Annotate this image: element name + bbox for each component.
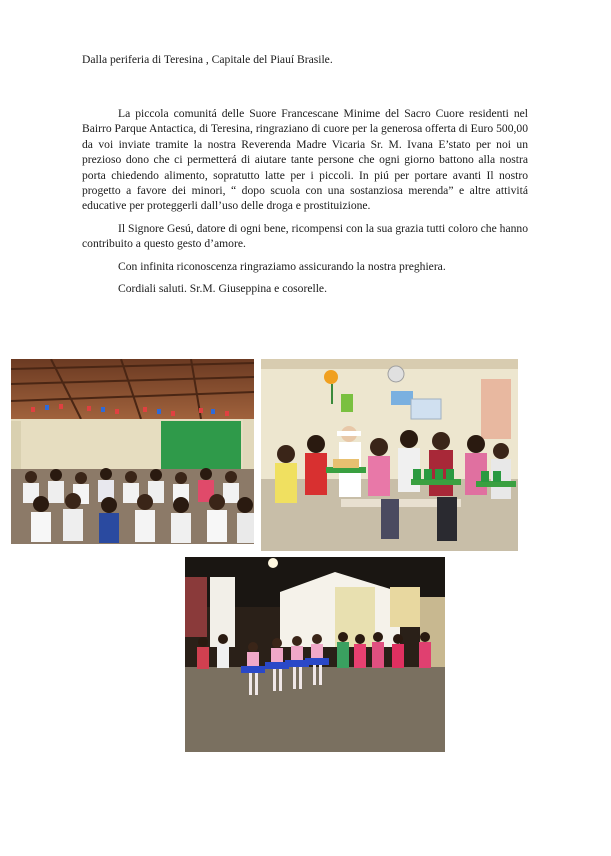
paragraph-gratitude: Con infinita riconoscenza ringraziamo assicurando la nostra preghiera. [118, 259, 446, 273]
letter-heading: Dalla periferia di Teresina , Capitale del Piauí Brasile. [82, 53, 333, 66]
letter-body [82, 106, 528, 303]
photo-children-snack [261, 359, 518, 551]
photo-assembly-hall [11, 359, 254, 544]
paragraph-signature: Cordiali saluti. Sr.M. Giuseppina e cosorelle. [118, 282, 327, 296]
photo-dance-performance [185, 557, 445, 752]
paragraph-blessing: Il Signore Gesú, datore di ogni bene, ricompensi con la sua grazia tutti coloro che hanno contribuito a questo gesto d’amore. [82, 221, 528, 251]
paragraph-thanks: La piccola comunitá delle Suore Francescane Minime del Sacro Cuore residenti nel Bairro Parque Antactica, di Teresina, ringraziano di cuore per la generosa offerta di Euro 500,00 da voi inviate tramite la nostra Reverenda Madre Vicaria Sr. M. Ivana E’stato per noi un prezioso dono che ci permetterá di aiutare tante persone che ogni giorno battono alla nostra porta chiedendo alimento, sopratutto latte per i piccoli. In piú per portare avanti Il nostro progetto a favore dei minori, “ dopo scuola con una sostanziosa merenda” e altre attivitá educative per proteggerli dall’uso delle droga e prostituizione. [82, 107, 528, 213]
